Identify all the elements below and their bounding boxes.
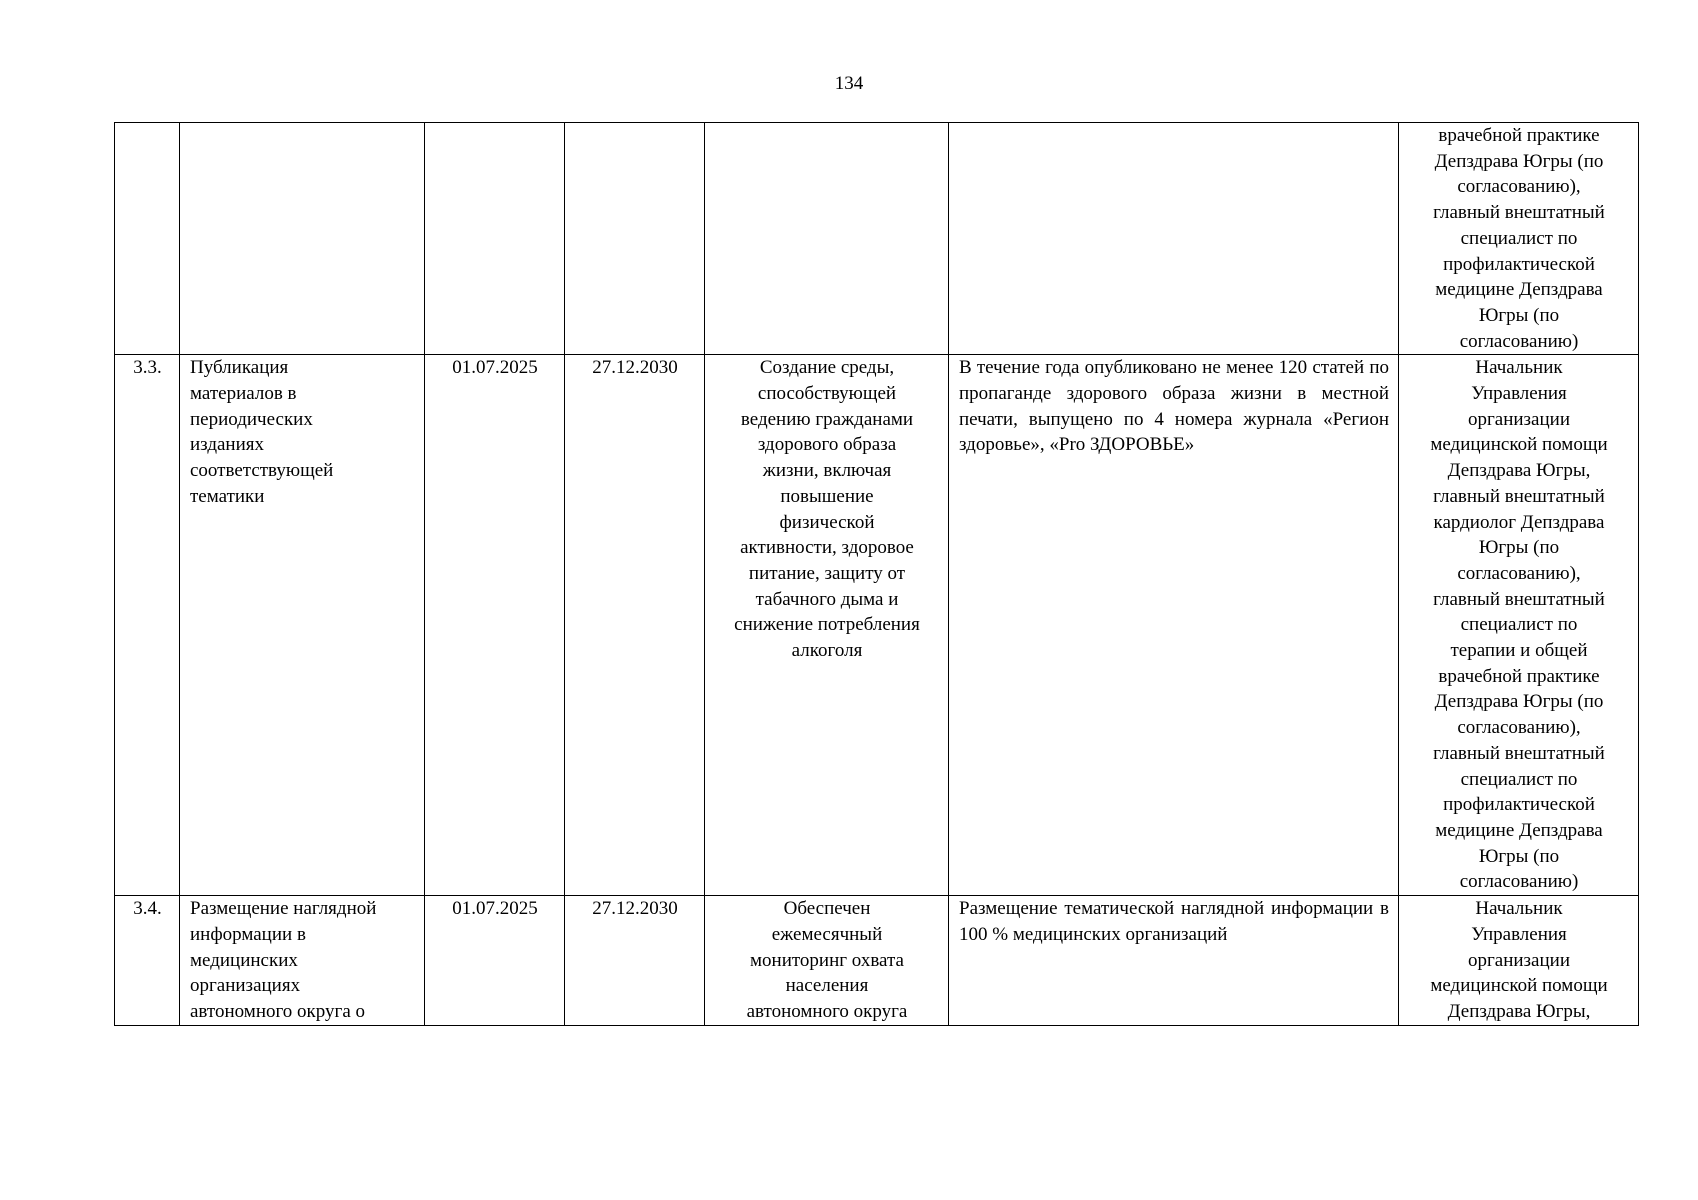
- end-date-cell: [565, 896, 705, 1026]
- activity-name-line: информации в: [190, 923, 306, 945]
- page-number: 134: [834, 73, 864, 94]
- expected-result-line: жизни, включая: [762, 460, 892, 482]
- end-date-cell: [565, 123, 705, 355]
- activity-name-cell: [180, 896, 425, 1026]
- responsible-line: главный внештатный: [1433, 202, 1605, 224]
- table-row: [115, 123, 1639, 355]
- item-number-cell: [115, 123, 180, 355]
- responsible-line: организации: [1467, 949, 1570, 971]
- start-date-cell: [425, 123, 565, 355]
- responsible-line: профилактической: [1443, 253, 1595, 275]
- responsible-line: Начальник: [1475, 898, 1563, 920]
- responsible-line: Югры (по: [1478, 845, 1560, 867]
- responsible-line: медицинской помощи: [1430, 975, 1608, 997]
- expected-result-line: снижение потребления: [734, 614, 920, 636]
- responsible-line: медицинской помощи: [1430, 434, 1608, 456]
- start-date-cell: [425, 355, 565, 896]
- responsible-line: Начальник: [1475, 357, 1563, 379]
- expected-result-line: табачного дыма и: [755, 588, 899, 610]
- responsible-line: Депздрава Югры (по: [1434, 150, 1604, 172]
- responsible-line: организации: [1467, 408, 1570, 430]
- activity-name-line: материалов в: [190, 383, 297, 405]
- expected-result-line: повышение: [780, 485, 874, 507]
- responsible-line: профилактической: [1443, 794, 1595, 816]
- expected-result-line: здорового образа: [757, 434, 897, 456]
- expected-result-line: способствующей: [757, 383, 897, 405]
- expected-result-cell: [705, 355, 949, 896]
- expected-result-line: ежемесячный: [771, 923, 883, 945]
- table-row: [115, 896, 1639, 1026]
- responsible-line: кардиолог Депздрава: [1433, 511, 1605, 533]
- expected-result-line: физической: [779, 511, 875, 533]
- responsible-line: согласованию),: [1457, 562, 1581, 584]
- responsible-cell: [1399, 123, 1639, 355]
- responsible-cell: [1399, 355, 1639, 896]
- expected-result-line: алкоголя: [791, 640, 863, 662]
- end-date: 27.12.2030: [592, 898, 678, 920]
- expected-result-line: Обеспечен: [783, 898, 871, 920]
- responsible-line: Депздрава Югры,: [1447, 460, 1591, 482]
- responsible-line: Югры (по: [1478, 537, 1560, 559]
- activity-name-line: Размещение наглядной: [190, 898, 377, 920]
- responsible-line: согласованию),: [1457, 176, 1581, 198]
- activity-name-line: автономного округа о: [190, 1000, 366, 1022]
- item-number: 3.4.: [133, 898, 162, 920]
- expected-result-line: автономного округа: [746, 1000, 908, 1022]
- expected-result-line: ведению гражданами: [740, 408, 914, 430]
- responsible-line: специалист по: [1460, 614, 1578, 636]
- activity-name-line: тематики: [190, 485, 265, 507]
- activity-name-line: соответствующей: [190, 460, 334, 482]
- item-number-cell: [115, 896, 180, 1026]
- responsible-line: согласованию): [1459, 871, 1579, 893]
- responsible-line: Депздрава Югры,: [1447, 1000, 1591, 1022]
- item-number-cell: [115, 355, 180, 896]
- responsible-line: специалист по: [1460, 768, 1578, 790]
- indicator-text: В течение года опубликовано не менее 120 статей по пропаганде здорового образа жизни в местной печати, выпущено по 4 номера журнала «Регион здоровье», «Pro ЗДОРОВЬЕ»: [959, 357, 1389, 456]
- expected-result-line: мониторинг охвата: [750, 949, 904, 971]
- expected-result-line: населения: [785, 975, 869, 997]
- responsible-line: Управления: [1471, 383, 1567, 405]
- indicator-cell: [949, 896, 1399, 1026]
- expected-result-cell: [705, 123, 949, 355]
- indicator-cell: [949, 123, 1399, 355]
- table-row: [115, 355, 1639, 896]
- activities-table: [114, 122, 1639, 1026]
- responsible-line: согласованию): [1459, 330, 1579, 352]
- indicator-text: Размещение тематической наглядной информации в 100 % медицинских организаций: [959, 898, 1389, 945]
- activity-name-line: периодических: [190, 408, 313, 430]
- responsible-line: медицине Депздрава: [1435, 819, 1603, 841]
- activity-name-line: изданиях: [190, 434, 265, 456]
- responsible-line: главный внештатный: [1433, 485, 1605, 507]
- start-date-cell: [425, 896, 565, 1026]
- responsible-line: Депздрава Югры (по: [1434, 691, 1604, 713]
- activity-name-line: Публикация: [190, 357, 289, 379]
- expected-result-cell: [705, 896, 949, 1026]
- responsible-line: главный внештатный: [1433, 588, 1605, 610]
- responsible-line: Управления: [1471, 923, 1567, 945]
- responsible-line: терапии и общей: [1450, 640, 1588, 662]
- item-number: 3.3.: [133, 357, 162, 379]
- activity-name-cell: [180, 355, 425, 896]
- activity-name-cell: [180, 123, 425, 355]
- responsible-line: медицине Депздрава: [1435, 279, 1603, 301]
- responsible-line: врачебной практике: [1438, 125, 1600, 146]
- responsible-line: главный внештатный: [1433, 742, 1605, 764]
- responsible-line: врачебной практике: [1438, 665, 1600, 687]
- responsible-line: согласованию),: [1457, 717, 1581, 739]
- responsible-line: Югры (по: [1478, 304, 1560, 326]
- expected-result-line: питание, защиту от: [748, 562, 906, 584]
- responsible-cell: [1399, 896, 1639, 1026]
- expected-result-line: Создание среды,: [759, 357, 895, 379]
- activity-name-line: организациях: [190, 975, 301, 997]
- end-date-cell: [565, 355, 705, 896]
- start-date: 01.07.2025: [452, 898, 538, 920]
- activity-name-line: медицинских: [190, 949, 298, 971]
- responsible-line: специалист по: [1460, 227, 1578, 249]
- expected-result-line: активности, здоровое: [740, 537, 914, 559]
- indicator-cell: [949, 355, 1399, 896]
- end-date: 27.12.2030: [592, 357, 678, 379]
- start-date: 01.07.2025: [452, 357, 538, 379]
